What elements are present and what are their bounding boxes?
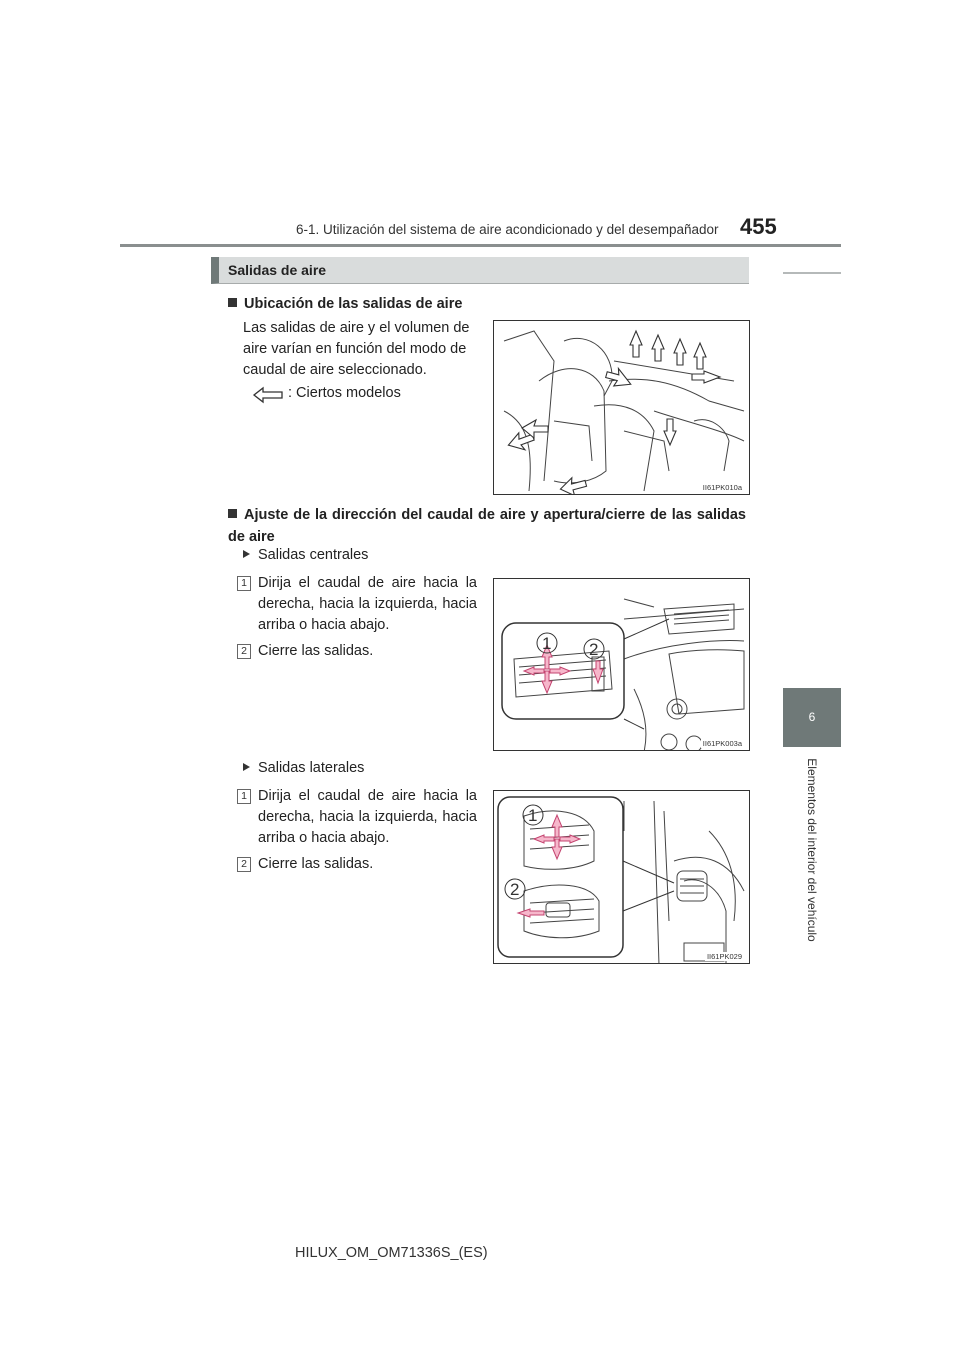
adjust-heading bbox=[228, 504, 746, 548]
callout-1: 1 bbox=[542, 634, 552, 653]
location-body: Las salidas de aire y el volumen de aire varían en función del modo de caudal de aire seleccionado. bbox=[243, 320, 470, 378]
chapter-rule bbox=[783, 272, 841, 274]
center-step1-text: Dirija el caudal de aire hacia la derecha, hacia la izquierda, hacia arriba o hacia abajo. bbox=[258, 575, 477, 633]
side-step1-text: Dirija el caudal de aire hacia la derecha, hacia la izquierda, hacia arriba o hacia abajo. bbox=[258, 788, 477, 846]
figure-code: II61PK010a bbox=[702, 483, 742, 492]
callout-2: 2 bbox=[510, 880, 520, 899]
center-outlets-title bbox=[243, 547, 368, 563]
chapter-side-label: Elementos del interior del vehículo bbox=[805, 758, 819, 942]
running-header: 6-1. Utilización del sistema de aire acondicionado y del desempañador bbox=[296, 222, 719, 237]
center-outlets-title-text: Salidas centrales bbox=[258, 547, 369, 563]
side-step2-text: Cierre las salidas. bbox=[258, 856, 374, 872]
legend-text: : Ciertos modelos bbox=[288, 385, 401, 401]
side-outlets-title-text: Salidas laterales bbox=[258, 760, 365, 776]
figure-code: II61PK003a bbox=[702, 739, 742, 748]
figure-code: II61PK029 bbox=[706, 952, 742, 961]
center-step2-text: Cierre las salidas. bbox=[258, 643, 374, 659]
header-rule bbox=[120, 244, 841, 247]
location-heading bbox=[228, 293, 768, 315]
center-vents-illustration bbox=[494, 579, 750, 751]
side-vents-illustration bbox=[494, 791, 750, 964]
outline-arrow-icon bbox=[252, 386, 284, 404]
figure-center-vents bbox=[493, 578, 750, 751]
square-bullet-icon bbox=[228, 298, 237, 307]
section-title: Salidas de aire bbox=[228, 262, 327, 278]
chapter-number: 6 bbox=[808, 710, 816, 724]
step-number-1: 1 bbox=[237, 576, 251, 591]
cabin-illustration bbox=[494, 321, 750, 495]
step-number-1: 1 bbox=[237, 789, 251, 804]
square-bullet-icon bbox=[228, 509, 237, 518]
figure-cabin-outlets bbox=[493, 320, 750, 495]
step-number-2: 2 bbox=[237, 857, 251, 872]
step-number-2: 2 bbox=[237, 644, 251, 659]
page-number: 455 bbox=[740, 214, 777, 239]
side-outlets-title bbox=[243, 760, 364, 776]
section-bar bbox=[211, 257, 749, 284]
footer-doc-id: HILUX_OM_OM71336S_(ES) bbox=[295, 1245, 488, 1261]
callout-2: 2 bbox=[589, 640, 599, 659]
adjust-heading-text: Ajuste de la dirección del caudal de aire y apertura/cierre de las salidas de aire bbox=[228, 507, 746, 545]
location-heading-text: Ubicación de las salidas de aire bbox=[244, 296, 463, 312]
chapter-tab bbox=[783, 688, 841, 747]
triangle-bullet-icon bbox=[243, 763, 250, 771]
figure-side-vents bbox=[493, 790, 750, 964]
triangle-bullet-icon bbox=[243, 550, 250, 558]
callout-1: 1 bbox=[528, 806, 538, 825]
